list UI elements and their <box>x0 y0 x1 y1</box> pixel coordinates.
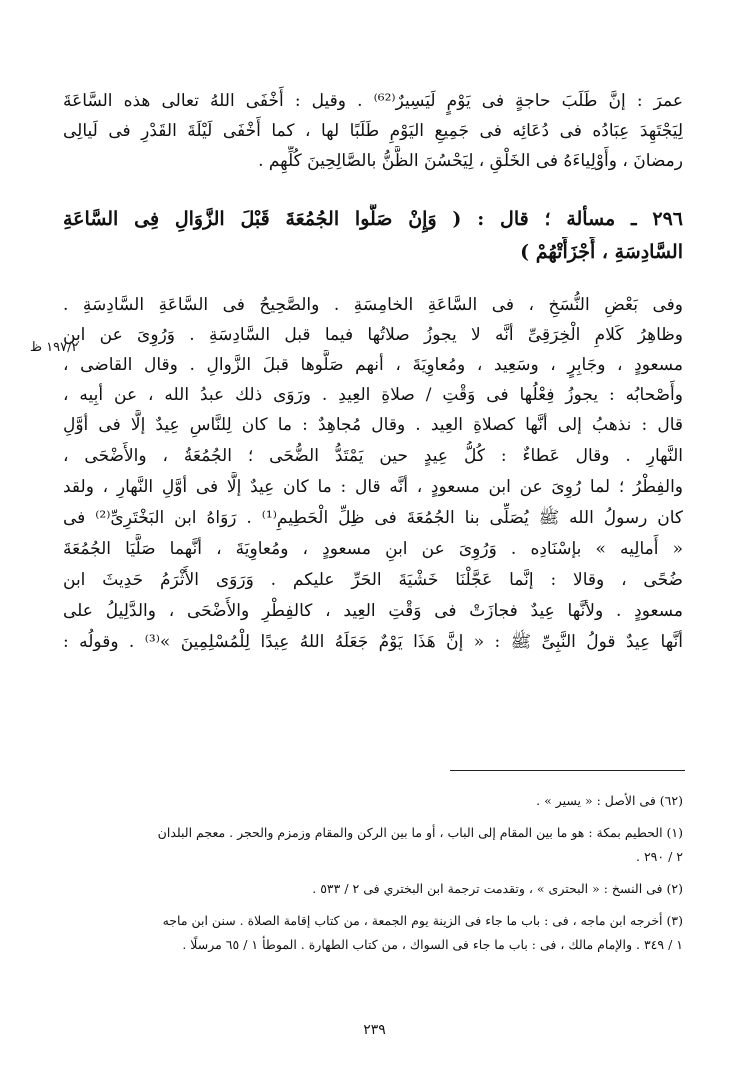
body-line: عمرَ : إنَّ طَلَبَ حاجةٍ فى يَوْمٍ لَيَسِيرٌ⁽⁶²⁾ . وقيل : أَخْفَى اللهُ تعالى هذه السَّاعَةَ <box>63 91 683 111</box>
paragraph-line: وأَصْحابُه : يجوزُ فِعْلُها فى وَقْتِ / صلاةِ العِيدِ . ورَوَى ذلك عبدُ الله ، عن أبِيه ، <box>63 385 683 405</box>
paragraph-line: ضُحًى ، وقالا : إنَّما عَجَّلْنَا خَشْيَةَ الحَرِّ عليكم . وَرَوَى الأَثْرَمُ حَدِيثَ ابن <box>63 570 683 590</box>
paragraph-line: النَّهارِ . وقال عَطاءٌ : كُلُّ عِيدٍ حين يَمْتَدُّ الضُّحَى ؛ الجُمُعَةُ ، والأَضْحَى ، <box>63 446 683 466</box>
paragraph-line: والفِطْرُ ؛ لما رُوِىَ عن ابن مسعودٍ ، أنَّه قال : ما كان عِيدٌ إلَّا فى أوَّلِ النَّهارِ ، ولقد <box>63 477 683 497</box>
footnote: ١ / ٣٤٩ . والإمام مالك ، فى : باب ما جاء فى السواك ، من كتاب الطهارة . الموطأ ١ / ٦٥ مرسلًا . <box>182 937 683 952</box>
footnote: (٦٢) فى الأصل : « يسير » . <box>536 793 683 808</box>
paragraph-line: كان رسولُ الله ﷺ يُصَلِّى بنا الجُمُعَةَ فى ظِلِّ الْحَطِيمِ⁽¹⁾ . رَوَاهُ ابن البَخْتَرِىِّ⁽²⁾ فى <box>63 508 683 528</box>
page-number: ٢٣٩ <box>363 1022 386 1038</box>
body-line: رمضانَ ، وأَوْلِياءَهُ فى الخَلْقِ ، لِيَحْسُنَ الظَّنُّ بالصَّالِحِينَ كُلِّهِم . <box>258 151 683 171</box>
paragraph-line: مسعودٍ ، وجَابِرٍ ، وسَعِيد ، ومُعاوِيَةَ ، أنهم صَلَّوها قبلَ الزَّوالِ . وقال القاضى ، <box>63 355 683 375</box>
footnote: (١) الحطيم بمكة : هو ما بين المقام إلى الباب ، أو ما بين الركن والمقام وزمزم والحجر . معجم البلدان <box>157 825 683 840</box>
footnote-divider <box>450 770 685 771</box>
paragraph-line: وظاهِرُ كَلامِ الْخِرَقِىِّ أنَّه لا يجوزُ صلاتُها فيما قبل السَّادِسَةِ . وَرُوِىَ عن ابن <box>63 325 683 345</box>
paragraph-line: مسعودٍ . ولأنَّها عِيدٌ فجازَتْ فى وَقْتِ العِيد ، كالفِطْرِ والأَضْحَى ، والدَّلِيلُ على <box>63 601 683 621</box>
body-line: لِيَجْتَهِدَ عِبَادُه فى دُعَائِه فى جَمِيعِ اليَوْمِ طَلَبًا لها ، كما أَخْفَى لَيْلَةَ القَدْرِ فى لَيالِى <box>63 121 683 141</box>
paragraph-line: وفى بَعْضِ النُّسَخِ ، فى السَّاعَةِ الخامِسَةِ . والصَّحِيحُ فى السَّاعَةِ السَّادِسَةِ . <box>63 295 683 315</box>
margin-folio-note: ١٩٧/٢ ظ <box>30 340 79 355</box>
footnote: (٢) فى النسخ : « البحترى » ، وتقدمت ترجمة ابن البختري فى ٢ / ٥٣٣ . <box>312 881 683 896</box>
paragraph-line: أنَّها عِيدٌ قولُ النَّبِىِّ ﷺ : « إنَّ هَذَا يَوْمٌ جَعَلَهُ اللهُ عِيدًا لِلْمُسْلِمِينَ »⁽³⁾ . وقولُه : <box>63 632 683 652</box>
footnote: ٢ / ٢٩٠ . <box>636 849 683 864</box>
masala-heading: السَّادِسَةِ ، أَجْزَأَتْهُمْ ) <box>520 241 683 263</box>
footnote: (٣) أخرجه ابن ماجه ، فى : باب ما جاء فى الزينة يوم الجمعة ، من كتاب إقامة الصلاة . سنن ابن ماجه <box>162 913 683 928</box>
paragraph-line: قال : نذهبُ إلى أنَّها كصلاةِ العِيد . وقال مُجاهِدٌ : ما كان لِلنَّاسِ عِيدٌ إلَّا فى أوَّلِ <box>63 415 683 435</box>
paragraph-line: « أَمالِيه » بإسْنَادِه . وَرُوِىَ عن ابنِ مسعودٍ ، ومُعاوِيَةَ ، أنَّهما صَلَّيَا الجُمُعَةَ <box>63 539 683 559</box>
masala-heading: ٢٩٦ ـ مسألة ؛ قال : ( وَإِنْ صَلَّوا الجُمُعَةَ قَبْلَ الزَّوَالِ فِى السَّاعَةِ <box>63 208 683 230</box>
